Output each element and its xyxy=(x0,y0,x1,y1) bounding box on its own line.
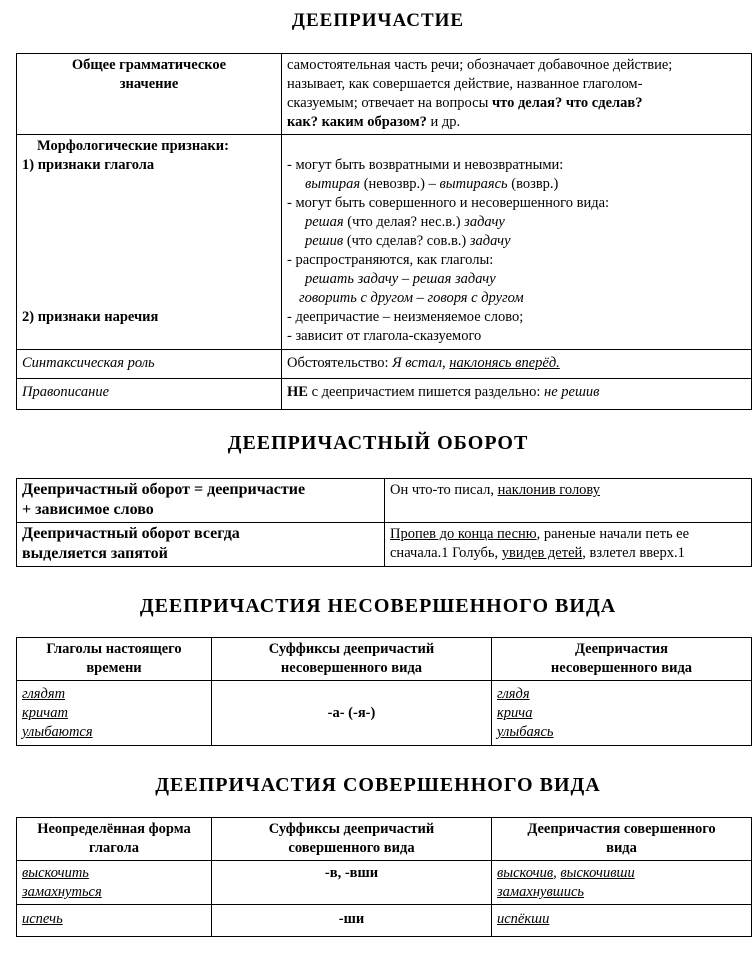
column-header xyxy=(492,638,752,681)
example-phrase: решать задачу – решая задачу xyxy=(305,271,496,287)
underlined-phrase: наклонив голову xyxy=(497,482,601,498)
participial-phrase-table xyxy=(16,478,752,567)
list-item: испёкши xyxy=(497,911,550,927)
syntax-role-label: Синтаксическая роль xyxy=(17,350,282,379)
example-sentence: Я встал, xyxy=(392,355,446,371)
list-item: улыбаясь xyxy=(497,724,554,740)
column-header xyxy=(17,638,212,681)
list-item: улыбаются xyxy=(22,724,93,740)
text-line: Суффиксы деепричастий xyxy=(268,641,435,657)
column-header xyxy=(492,818,752,861)
list-item: выскочивши xyxy=(560,865,635,881)
list-item: крича xyxy=(497,705,533,721)
suffix-cell: -а- (-я-) xyxy=(212,681,492,746)
syntax-role-value xyxy=(282,350,752,379)
list-item: замахнувшись xyxy=(497,884,584,900)
suffix-cell: -ши xyxy=(212,905,492,937)
list-item: замахнуться xyxy=(22,884,102,900)
table-row xyxy=(17,54,752,135)
table-row xyxy=(17,523,752,567)
text-line: Деепричастия xyxy=(575,641,668,657)
section-title-perfective: ДЕЕПРИЧАСТИЯ СОВЕРШЕННОГО ВИДА xyxy=(155,774,601,796)
participle-list: выскочив, выскочивши замахнувшись xyxy=(492,861,752,905)
list-item: испечь xyxy=(22,911,63,927)
underlined-phrase: увидев детей xyxy=(501,545,583,561)
text-line: - могут быть совершенного и несовершенного вида: xyxy=(287,195,610,211)
example-word: задачу xyxy=(464,214,505,230)
participle-list xyxy=(492,681,752,746)
phrase-comma-label xyxy=(17,523,385,567)
list-item: глядят xyxy=(22,686,66,702)
example-phrase: говорить с другом – говоря с другом xyxy=(299,290,524,306)
section-title-participle: ДЕЕПРИЧАСТИЕ xyxy=(291,10,465,31)
infinitive-list xyxy=(17,905,212,937)
text-line: Суффиксы деепричастий xyxy=(268,821,435,837)
table-row xyxy=(17,479,752,523)
table-row xyxy=(17,681,752,746)
underlined-phrase: Пропев до конца песню xyxy=(390,526,537,542)
text-line: Деепричастия совершенного xyxy=(527,821,716,837)
phrase-definition-label xyxy=(17,479,385,523)
section-title-participial-phrase: ДЕЕПРИЧАСТНЫЙ ОБОРОТ xyxy=(227,432,529,454)
text-line: называет, как совершается действие, названное глаголом- xyxy=(287,76,643,92)
text-line: несовершенного вида xyxy=(280,660,423,676)
text-line: времени xyxy=(86,660,142,676)
example-sentence: наклонясь вперёд. xyxy=(449,355,560,371)
table-row xyxy=(17,350,752,379)
text-line: несовершенного вида xyxy=(550,660,693,676)
list-item: выскочить xyxy=(22,865,89,881)
text-line: (невозвр.) – xyxy=(363,176,436,192)
example-word: вытираясь xyxy=(439,176,508,192)
list-item: кричат xyxy=(22,705,68,721)
text-line: (что делая? нес.в.) xyxy=(347,214,461,230)
text-line: (возвр.) xyxy=(511,176,559,192)
adverb-features-label: 2) признаки наречия xyxy=(22,309,159,325)
verb-list xyxy=(17,681,212,746)
table-row xyxy=(17,861,752,905)
column-header xyxy=(212,638,492,681)
phrase-definition-example xyxy=(385,479,752,523)
label-line: Общее грамматическое xyxy=(71,57,227,73)
question-text: что делая? что сделав? xyxy=(491,95,643,111)
text-line: - зависит от глагола-сказуемого xyxy=(287,328,482,344)
morph-heading: Морфологические признаки: xyxy=(37,138,229,154)
list-item: глядя xyxy=(497,686,530,702)
example-word: задачу xyxy=(469,233,511,249)
text-line: совершенного вида xyxy=(288,840,415,856)
column-header xyxy=(212,818,492,861)
question-text: как? каким образом? xyxy=(287,114,427,130)
text-line: сначала.1 Голубь, xyxy=(390,545,499,561)
morph-label xyxy=(17,135,282,350)
phrase-comma-example xyxy=(385,523,752,567)
label-line: значение xyxy=(119,76,179,92)
text-line: самостоятельная часть речи; обозначает добавочное действие; xyxy=(287,57,673,73)
participle-list xyxy=(492,905,752,937)
section-title-imperfective: ДЕЕПРИЧАСТИЯ НЕСОВЕРШЕННОГО ВИДА xyxy=(139,595,617,617)
list-item: выскочив xyxy=(497,865,554,881)
text-line: и др. xyxy=(430,114,461,130)
text-line: глагола xyxy=(89,840,139,856)
example-word: вытирая xyxy=(305,176,361,192)
table-row xyxy=(17,818,752,861)
example-word: не решив xyxy=(544,384,600,400)
morph-value xyxy=(282,135,752,350)
suffix-cell: -в, -вши xyxy=(212,861,492,905)
text-line: с деепричастием пишется раздельно: xyxy=(311,384,541,400)
text-line: Глаголы настоящего xyxy=(46,641,182,657)
general-meaning-value xyxy=(282,54,752,135)
example-word: решая xyxy=(305,214,344,230)
table-row xyxy=(17,905,752,937)
table-row xyxy=(17,135,752,350)
verb-features-label: 1) признаки глагола xyxy=(22,157,155,173)
text-line: + зависимое слово xyxy=(22,501,154,518)
text-line: (что сделав? сов.в.) xyxy=(346,233,467,249)
text-line: Деепричастный оборот всегда xyxy=(22,525,240,542)
text-line: - могут быть возвратными и невозвратными: xyxy=(287,157,564,173)
column-header xyxy=(17,818,212,861)
participle-table xyxy=(16,53,752,410)
spelling-label: Правописание xyxy=(17,379,282,410)
spelling-value xyxy=(282,379,752,410)
table-row xyxy=(17,379,752,410)
text-line: выделяется запятой xyxy=(22,545,168,562)
table-row xyxy=(17,638,752,681)
text-line: Обстоятельство: xyxy=(287,355,389,371)
general-meaning-label xyxy=(17,54,282,135)
perfective-table xyxy=(16,817,752,937)
text-line: , раненые начали петь ее xyxy=(536,526,690,542)
text-line: Он что-то писал, xyxy=(390,482,494,498)
text-line: Неопределённая форма xyxy=(37,821,191,837)
text-line: - деепричастие – неизменяемое слово; xyxy=(287,309,524,325)
infinitive-list xyxy=(17,861,212,905)
text-line: Деепричастный оборот = деепричастие xyxy=(22,481,306,498)
example-word: решив xyxy=(305,233,344,249)
text-line: сказуемым; отвечает на вопросы xyxy=(287,95,489,111)
text-line: НЕ xyxy=(287,384,308,400)
text-line: вида xyxy=(606,840,637,856)
text-line: - распространяются, как глаголы: xyxy=(287,252,494,268)
imperfective-table xyxy=(16,637,752,746)
text-line: , взлетел вверх.1 xyxy=(582,545,685,561)
